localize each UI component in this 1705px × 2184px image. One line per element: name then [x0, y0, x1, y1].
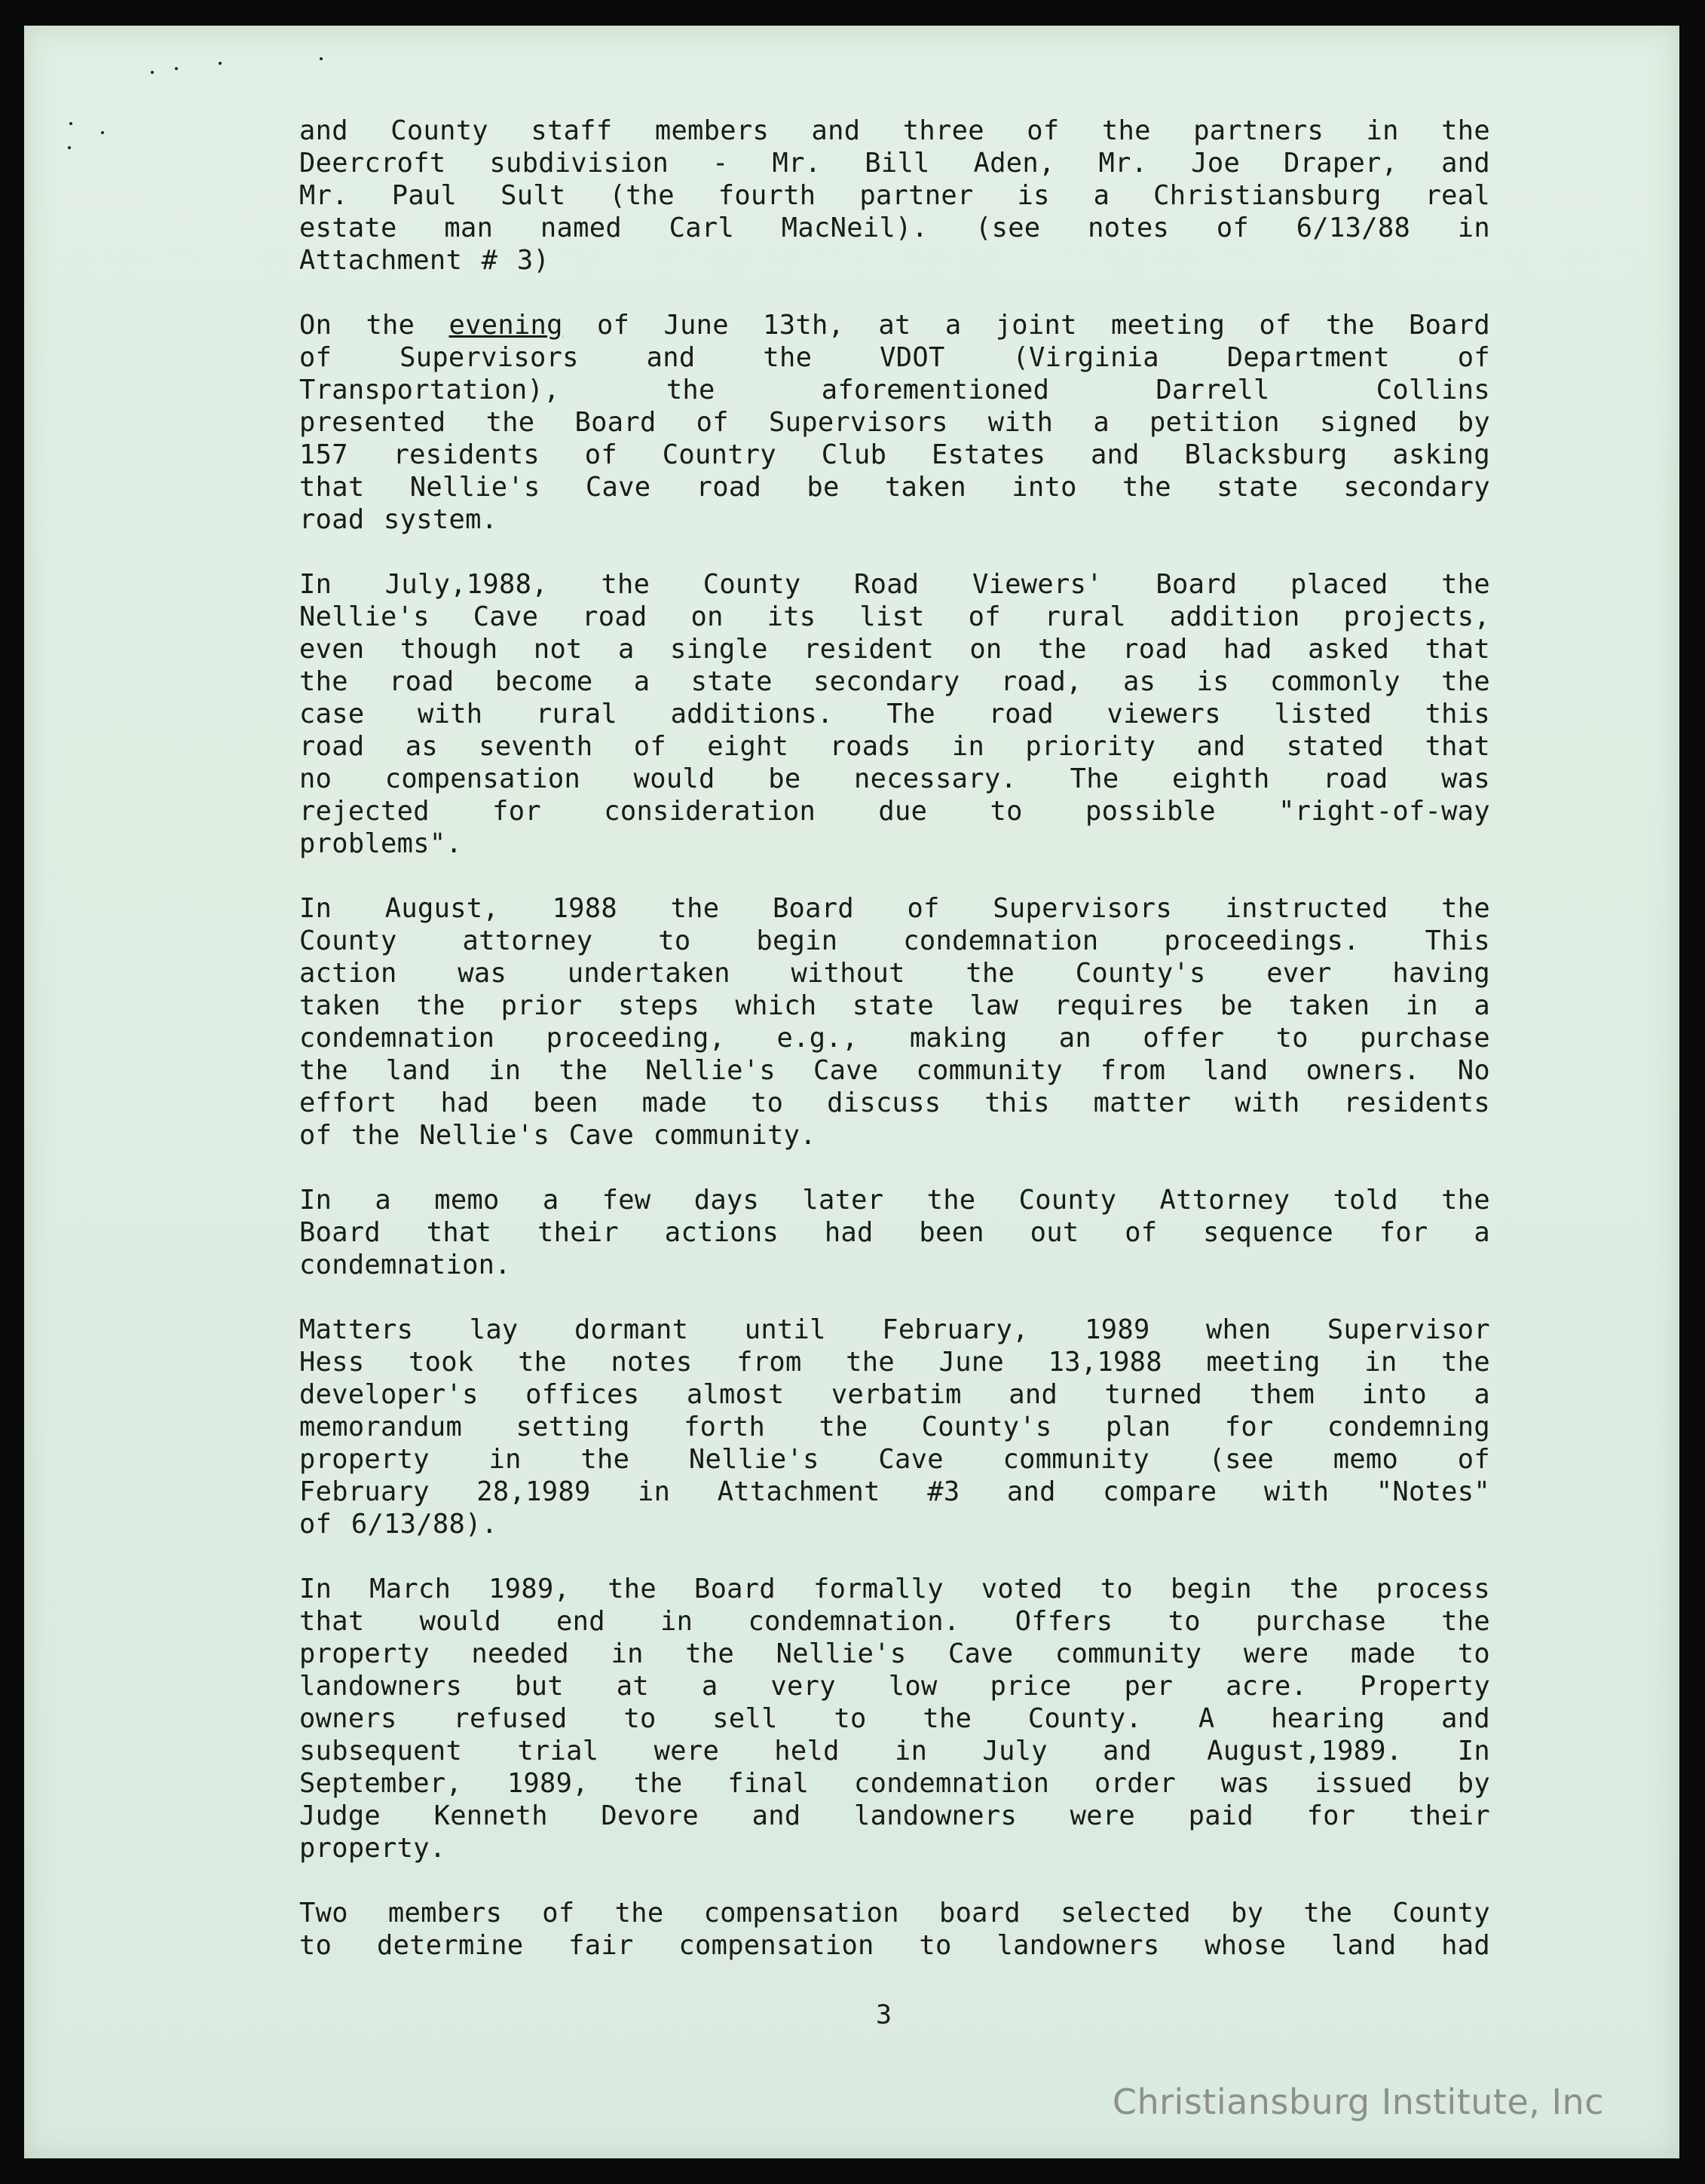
text-line: County attorney to begin condemnation proceedings. This: [299, 925, 1490, 956]
text-line: In August, 1988 the Board of Supervisors instructed the: [299, 893, 1490, 924]
text-line: property.: [299, 1833, 446, 1864]
text-line: Nellie's Cave road on its list of rural addition projects,: [299, 601, 1490, 632]
paragraph-4: [299, 892, 1490, 1152]
text-line: and County staff members and three of the partners in the: [299, 115, 1490, 146]
document-body: [299, 115, 1490, 1962]
text-line: [299, 309, 1490, 341]
text-line: even though not a single resident on the road had asked that: [299, 634, 1490, 665]
text-line: to determine fair compensation to landowners whose land had: [299, 1930, 1490, 1961]
paragraph-2: [299, 309, 1490, 536]
text-line: Matters lay dormant until February, 1989 when Supervisor: [299, 1314, 1490, 1345]
text-line: of the Nellie's Cave community.: [299, 1120, 816, 1151]
text-line: Hess took the notes from the June 13,1988 meeting in the: [299, 1347, 1490, 1378]
text-line: of 6/13/88).: [299, 1509, 498, 1540]
text-line: subsequent trial were held in July and August,1989. In: [299, 1736, 1490, 1766]
text-line: landowners but at a very low price per acre. Property: [299, 1671, 1490, 1702]
text-line: September, 1989, the final condemnation order was issued by: [299, 1768, 1490, 1799]
paragraph-7: [299, 1573, 1490, 1864]
text-fragment: On the: [299, 310, 449, 341]
text-line: property needed in the Nellie's Cave community were made to: [299, 1638, 1490, 1669]
text-line: problems".: [299, 828, 463, 859]
page-number: 3: [876, 2000, 892, 2030]
paragraph-6: [299, 1314, 1490, 1540]
text-line: case with rural additions. The road viewers listed this: [299, 699, 1490, 730]
paragraph-3: [299, 568, 1490, 860]
document-page: [24, 26, 1679, 2158]
text-line: of Supervisors and the VDOT (Virginia Department of: [299, 342, 1490, 373]
text-line: February 28,1989 in Attachment #3 and compare with "Notes": [299, 1476, 1490, 1507]
paragraph-1: [299, 115, 1490, 277]
text-line: In July,1988, the County Road Viewers' Board placed the: [299, 569, 1490, 600]
text-line: the road become a state secondary road, as is commonly the: [299, 666, 1490, 697]
paragraph-5: [299, 1184, 1490, 1281]
text-line: the land in the Nellie's Cave community from land owners. No: [299, 1055, 1490, 1086]
text-line: road system.: [299, 504, 498, 535]
text-line: property in the Nellie's Cave community (see memo of: [299, 1444, 1490, 1475]
text-line: no compensation would be necessary. The eighth road was: [299, 763, 1490, 794]
text-line: condemnation proceeding, e.g., making an offer to purchase: [299, 1023, 1490, 1054]
text-line: rejected for consideration due to possible "right-of-way: [299, 796, 1490, 827]
text-line: Deercroft subdivision - Mr. Bill Aden, Mr. Joe Draper, and: [299, 148, 1490, 179]
text-line: Judge Kenneth Devore and landowners were paid for their: [299, 1800, 1490, 1831]
text-line: In March 1989, the Board formally voted to begin the process: [299, 1574, 1490, 1604]
text-line: action was undertaken without the County's ever having: [299, 958, 1490, 989]
text-line: Mr. Paul Sult (the fourth partner is a Christiansburg real: [299, 180, 1490, 211]
text-fragment: of June 13th, at a joint meeting of the Board: [562, 310, 1491, 341]
text-line: developer's offices almost verbatim and turned them into a: [299, 1379, 1490, 1410]
text-line: Transportation), the aforementioned Darrell Collins: [299, 375, 1490, 405]
text-line: estate man named Carl MacNeil). (see notes of 6/13/88 in: [299, 213, 1490, 243]
text-line: that would end in condemnation. Offers to purchase the: [299, 1606, 1490, 1637]
underlined-word: evening: [448, 310, 563, 341]
paragraph-8: [299, 1897, 1490, 1962]
text-line: effort had been made to discuss this matter with residents: [299, 1087, 1490, 1118]
text-line: condemnation.: [299, 1250, 511, 1280]
text-line: In a memo a few days later the County Attorney told the: [299, 1185, 1490, 1216]
watermark: Christiansburg Institute, Inc: [1112, 2082, 1604, 2122]
text-line: Attachment # 3): [299, 245, 550, 276]
text-line: presented the Board of Supervisors with a petition signed by: [299, 407, 1490, 438]
text-line: owners refused to sell to the County. A hearing and: [299, 1703, 1490, 1734]
text-line: Two members of the compensation board selected by the County: [299, 1898, 1490, 1929]
text-line: 157 residents of Country Club Estates and Blacksburg asking: [299, 439, 1490, 470]
text-line: memorandum setting forth the County's plan for condemning: [299, 1412, 1490, 1442]
text-line: that Nellie's Cave road be taken into the state secondary: [299, 472, 1490, 503]
text-line: taken the prior steps which state law requires be taken in a: [299, 990, 1490, 1021]
text-line: road as seventh of eight roads in priority and stated that: [299, 731, 1490, 762]
text-line: Board that their actions had been out of sequence for a: [299, 1217, 1490, 1248]
